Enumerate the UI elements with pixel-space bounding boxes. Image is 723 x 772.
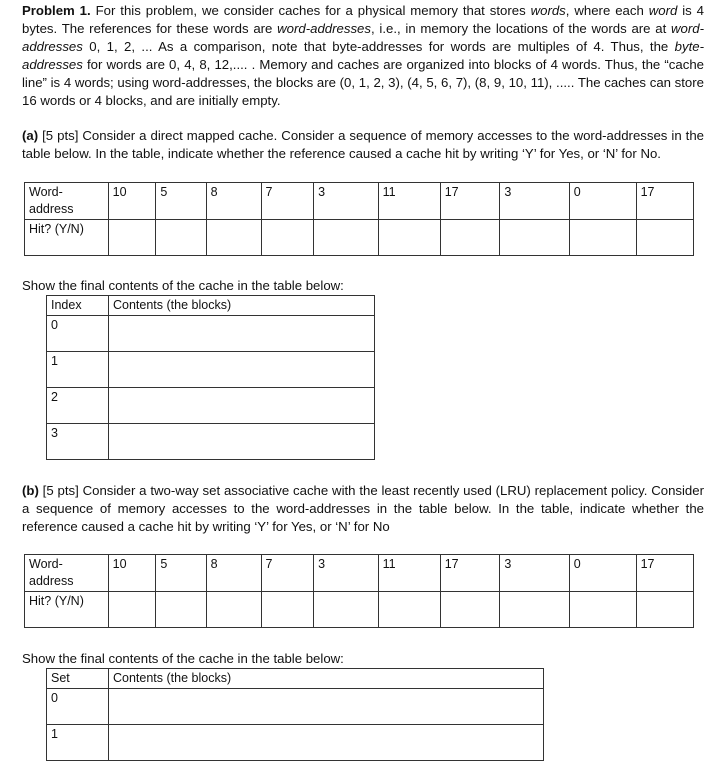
hit-answer-cell[interactable]	[314, 592, 379, 628]
part-a-final-caption: Show the final contents of the cache in the table below:	[22, 278, 344, 293]
intro-text: is 4 bytes. The references for these words are	[22, 3, 705, 36]
hit-answer-cell[interactable]	[314, 220, 379, 256]
hit-answer-cell[interactable]	[440, 220, 500, 256]
cache-contents-cell[interactable]	[109, 424, 375, 460]
word-address-cell: 5	[156, 555, 206, 592]
word-address-cell: 17	[636, 555, 693, 592]
word-address-cell: 10	[108, 183, 156, 220]
word-address-cell: 11	[378, 555, 440, 592]
cache-index-cell: 0	[47, 316, 109, 352]
word-address-cell: 0	[569, 555, 636, 592]
intro-text: For this problem, we consider caches for a physical memory that stores	[90, 3, 531, 18]
table-row	[47, 296, 375, 316]
word-address-cell: 7	[261, 555, 314, 592]
row-header-word-address: Word-address	[25, 183, 109, 220]
intro-text: word	[648, 3, 678, 18]
intro-text: word-addresses	[22, 21, 704, 54]
intro-text: byte-addresses	[22, 39, 704, 72]
row-header-hit: Hit? (Y/N)	[25, 220, 109, 256]
part-b-access-table	[24, 554, 694, 628]
hit-answer-cell[interactable]	[156, 220, 206, 256]
cache-contents-cell[interactable]	[109, 352, 375, 388]
cache-index-cell: 1	[47, 352, 109, 388]
hit-answer-cell[interactable]	[440, 592, 500, 628]
table-row	[47, 669, 544, 689]
hit-answer-cell[interactable]	[261, 220, 314, 256]
table-row	[47, 352, 375, 388]
cache-set-cell: 0	[47, 689, 109, 725]
hit-answer-cell[interactable]	[378, 592, 440, 628]
hit-answer-cell[interactable]	[206, 220, 261, 256]
table-row	[47, 725, 544, 761]
part-b-label: (b)	[22, 483, 39, 498]
hit-answer-cell[interactable]	[636, 592, 693, 628]
table-row	[25, 555, 694, 592]
word-address-cell: 8	[206, 183, 261, 220]
hit-answer-cell[interactable]	[156, 592, 206, 628]
word-address-cell: 17	[440, 555, 500, 592]
part-a-access-table	[24, 182, 694, 256]
cache-index-cell: 2	[47, 388, 109, 424]
hit-answer-cell[interactable]	[569, 220, 636, 256]
table-row	[47, 316, 375, 352]
part-a-question	[22, 127, 704, 163]
word-address-cell: 3	[314, 183, 379, 220]
hit-answer-cell[interactable]	[569, 592, 636, 628]
cache-contents-cell[interactable]	[109, 725, 544, 761]
part-b-question	[22, 482, 704, 536]
part-b-cache-table	[46, 668, 544, 761]
table-row	[47, 424, 375, 460]
cache-contents-cell[interactable]	[109, 388, 375, 424]
word-address-cell: 3	[314, 555, 379, 592]
word-address-cell: 10	[108, 555, 156, 592]
hit-answer-cell[interactable]	[206, 592, 261, 628]
table-row	[25, 183, 694, 220]
word-address-cell: 11	[378, 183, 440, 220]
row-header-word-address: Word-address	[25, 555, 109, 592]
problem-title: Problem 1.	[22, 3, 91, 18]
word-address-cell: 8	[206, 555, 261, 592]
word-address-cell: 3	[500, 555, 569, 592]
hit-answer-cell[interactable]	[636, 220, 693, 256]
part-a-text: [5 pts] Consider a direct mapped cache. Consider a sequence of memory accesses to the word-addresses in the table below. In the table, indicate whether the reference caused a cache hit by writing ‘Y’ for Yes, or ‘N’ for No.	[22, 128, 704, 161]
cache-contents-cell[interactable]	[109, 316, 375, 352]
word-address-cell: 17	[636, 183, 693, 220]
col-header-set: Set	[47, 669, 109, 689]
part-b-text: [5 pts] Consider a two-way set associative cache with the least recently used (LRU) replacement policy. Consider a sequence of memory accesses to the word-addresses in the table below. In the table, indicate whether the reference caused a cache hit by writing ‘Y’ for Yes, or ‘N’ for No	[22, 483, 704, 534]
row-header-hit: Hit? (Y/N)	[25, 592, 109, 628]
intro-text: 0, 1, 2, ... As a comparison, note that byte-addresses for words are multiples of 4. Thus, the	[82, 39, 675, 54]
hit-answer-cell[interactable]	[108, 220, 156, 256]
table-row	[25, 592, 694, 628]
part-b-final-caption: Show the final contents of the cache in the table below:	[22, 651, 344, 666]
word-address-cell: 3	[500, 183, 569, 220]
intro-text: , i.e., in memory the locations of the words are at	[370, 21, 672, 36]
word-address-cell: 5	[156, 183, 206, 220]
word-address-cell: 0	[569, 183, 636, 220]
hit-answer-cell[interactable]	[108, 592, 156, 628]
cache-contents-cell[interactable]	[109, 689, 544, 725]
hit-answer-cell[interactable]	[500, 220, 569, 256]
intro-text: for words are 0, 4, 8, 12,.... . Memory and caches are organized into blocks of 4 words. Thus, the “cache line” is 4 words; using word-addresses, the blocks are (0, 1, 2, 3), (4, 5, 6, 7), (8, 9, 10, 11), ..... The caches can store 16 words or 4 blocks, and are initially empty.	[22, 57, 704, 108]
hit-answer-cell[interactable]	[378, 220, 440, 256]
cache-set-cell: 1	[47, 725, 109, 761]
cache-index-cell: 3	[47, 424, 109, 460]
table-row	[25, 220, 694, 256]
intro-text: words	[530, 3, 566, 18]
word-address-cell: 7	[261, 183, 314, 220]
col-header-contents: Contents (the blocks)	[109, 296, 375, 316]
col-header-index: Index	[47, 296, 109, 316]
part-a-label: (a)	[22, 128, 39, 143]
col-header-contents: Contents (the blocks)	[109, 669, 544, 689]
word-address-cell: 17	[440, 183, 500, 220]
table-row	[47, 689, 544, 725]
problem-intro	[22, 2, 704, 110]
intro-text: word-addresses	[277, 21, 371, 36]
table-row	[47, 388, 375, 424]
hit-answer-cell[interactable]	[261, 592, 314, 628]
intro-text: , where each	[565, 3, 649, 18]
part-a-cache-table	[46, 295, 375, 460]
hit-answer-cell[interactable]	[500, 592, 569, 628]
